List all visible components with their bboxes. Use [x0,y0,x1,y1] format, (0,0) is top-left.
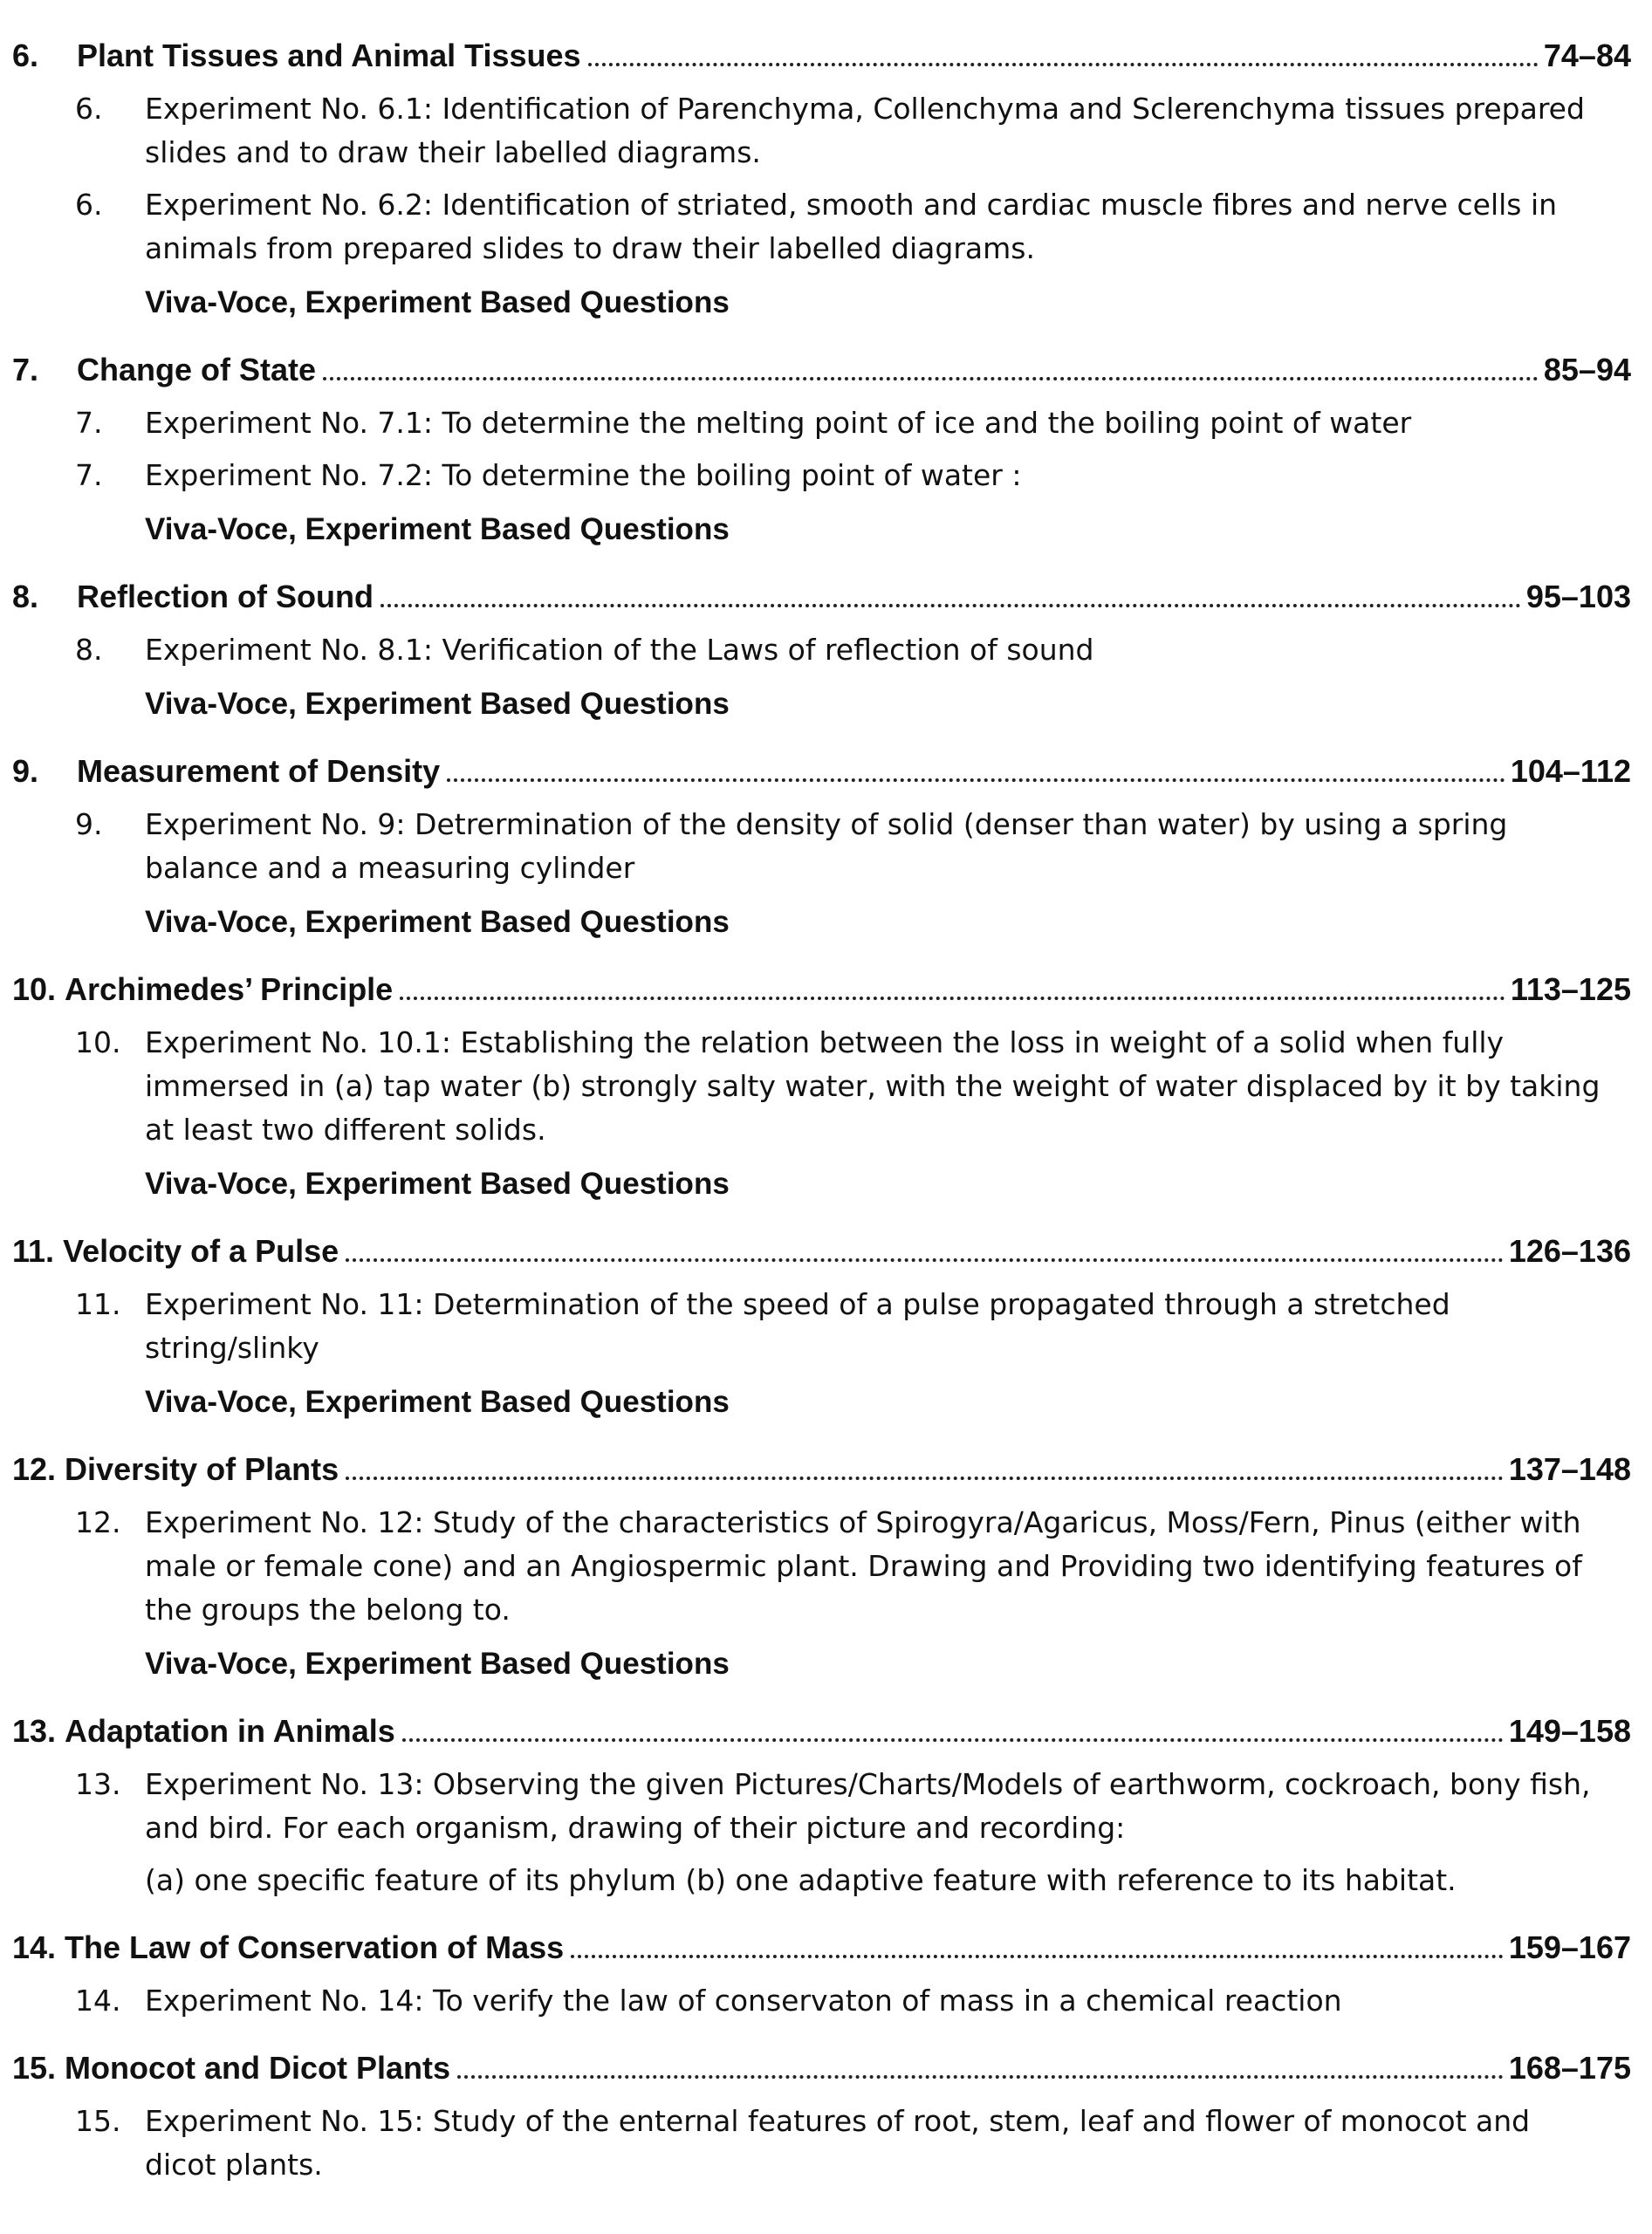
chapter-pages: 74–84 [1543,38,1631,73]
chapter-pages: 95–103 [1525,579,1631,614]
chapter-heading [12,574,1631,620]
chapter-title: Adaptation in Animals [65,1713,395,1749]
chapter-pages: 159–167 [1508,1929,1631,1965]
chapter-title: Diversity of Plants [65,1451,339,1487]
viva-voce-line: Viva-Voce, Experiment Based Questions [145,1647,730,1681]
viva-voce-line: Viva-Voce, Experiment Based Questions [145,905,730,939]
chapter-pages: 113–125 [1510,971,1631,1007]
experiment-number: 9. [75,807,103,841]
chapter-title: The Law of Conservation of Mass [65,1929,565,1965]
experiment-item [12,183,1631,271]
viva-voce-line: Viva-Voce, Experiment Based Questions [145,1385,730,1419]
chapter-number: 10. [12,971,57,1007]
experiment-item [12,2100,1631,2187]
chapter-heading [12,967,1631,1012]
experiment-text: Experiment No. 15: Study of the enternal features of root, stem, leaf and flower of monocot and dicot plants. [145,2104,1531,2182]
chapter-pages: 85–94 [1543,352,1631,387]
experiment-text: Experiment No. 13: Observing the given Pictures/Charts/Models of earthworm, cockroach, bony fish, and bird. For each organism, drawing of their picture and recording: [145,1767,1591,1845]
chapter-heading [12,1925,1631,1970]
chapter-heading [12,1447,1631,1492]
experiment-item [12,1763,1631,1850]
experiment-text: Experiment No. 12: Study of the characteristics of Spirogyra/Agaricus, Moss/Fern, Pinus (either with male or female cone) and an Angiospermic plant. Drawing and Providing two identifying features of the groups the belong to. [145,1505,1582,1627]
experiment-text: Experiment No. 9: Detrermination of the density of solid (denser than water) by using a spring balance and a measuring cylinder [145,807,1508,885]
experiment-number: 12. [75,1505,121,1539]
experiment-item [12,1021,1631,1152]
chapter-6 [12,33,1631,325]
chapter-pages: 137–148 [1508,1451,1631,1487]
experiment-number: 6. [75,188,103,222]
dot-leader [346,1477,1504,1480]
dot-leader [400,997,1505,1000]
experiment-item [12,401,1631,445]
chapter-12 [12,1447,1631,1686]
chapter-14 [12,1925,1631,2023]
chapter-7 [12,347,1631,552]
experiment-number: 13. [75,1767,121,1801]
viva-voce-line: Viva-Voce, Experiment Based Questions [145,285,730,319]
experiment-text: Experiment No. 14: To verify the law of conservaton of mass in a chemical reaction [145,1984,1342,2018]
chapter-heading [12,1229,1631,1274]
dot-leader [346,1258,1504,1262]
chapter-title: Measurement of Density [77,753,441,789]
chapter-heading [12,749,1631,794]
chapter-heading [12,33,1631,79]
viva-voce-line: Viva-Voce, Experiment Based Questions [145,1167,730,1201]
chapter-number: 12. [12,1451,57,1487]
chapter-pages: 168–175 [1508,2050,1631,2086]
chapter-title: Velocity of a Pulse [63,1233,339,1269]
experiment-subpoints: (a) one specific feature of its phylum (b) one adaptive feature with reference to its habitat. [145,1863,1457,1897]
experiment-text: Experiment No. 11: Determination of the speed of a pulse propagated through a stretched string/slinky [145,1287,1450,1365]
chapter-15 [12,2046,1631,2187]
dot-leader [588,63,1539,66]
experiment-item [12,1501,1631,1632]
chapter-10 [12,967,1631,1206]
chapter-heading [12,2046,1631,2091]
experiment-number: 14. [75,1984,121,2018]
experiment-text: Experiment No. 6.1: Identification of Parenchyma, Collenchyma and Sclerenchyma tissues prepared slides and to draw their labelled diagrams. [145,92,1585,169]
experiment-item [12,1283,1631,1370]
chapter-number: 9. [12,753,39,789]
viva-voce-line: Viva-Voce, Experiment Based Questions [145,512,730,546]
experiment-item [12,1979,1631,2023]
chapter-9 [12,749,1631,944]
dot-leader [447,778,1505,782]
chapter-title: Plant Tissues and Animal Tissues [77,38,581,73]
chapter-number: 11. [12,1233,55,1269]
experiment-number: 6. [75,92,103,126]
chapter-heading [12,1709,1631,1754]
experiment-text: Experiment No. 7.2: To determine the boiling point of water : [145,458,1022,492]
experiment-number: 7. [75,406,103,440]
experiment-text: Experiment No. 8.1: Verification of the Laws of reflection of sound [145,633,1094,667]
experiment-item [12,628,1631,672]
chapter-number: 13. [12,1713,57,1749]
experiment-number: 10. [75,1025,121,1059]
viva-voce-line: Viva-Voce, Experiment Based Questions [145,687,730,721]
chapter-pages: 104–112 [1510,753,1631,789]
experiment-item [12,87,1631,175]
chapter-title: Change of State [77,352,317,387]
chapter-title: Archimedes’ Principle [65,971,394,1007]
experiment-item [12,803,1631,890]
chapter-number: 6. [12,38,39,73]
chapter-number: 7. [12,352,39,387]
chapter-heading [12,347,1631,393]
experiment-text: Experiment No. 7.1: To determine the melting point of ice and the boiling point of water [145,406,1412,440]
dot-leader [402,1738,1504,1742]
experiment-number: 7. [75,458,103,492]
dot-leader [380,604,1521,607]
experiment-number: 11. [75,1287,121,1321]
dot-leader [323,377,1539,380]
chapter-title: Reflection of Sound [77,579,374,614]
chapter-pages: 126–136 [1508,1233,1631,1269]
experiment-text: Experiment No. 6.2: Identification of striated, smooth and cardiac muscle fibres and nerve cells in animals from prepared slides to draw their labelled diagrams. [145,188,1558,265]
experiment-number: 15. [75,2104,121,2138]
chapter-11 [12,1229,1631,1424]
chapter-number: 14. [12,1929,57,1965]
chapter-8 [12,574,1631,726]
chapter-pages: 149–158 [1508,1713,1631,1749]
chapter-number: 8. [12,579,39,614]
dot-leader [457,2075,1504,2079]
chapter-number: 15. [12,2050,57,2086]
dot-leader [571,1955,1504,1958]
chapter-13 [12,1709,1631,1902]
experiment-number: 8. [75,633,103,667]
chapter-title: Monocot and Dicot Plants [65,2050,451,2086]
experiment-item [12,454,1631,497]
experiment-text: Experiment No. 10.1: Establishing the relation between the loss in weight of a solid when fully immersed in (a) tap water (b) strongly salty water, with the weight of water displaced by it by taking at least two different solids. [145,1025,1601,1147]
